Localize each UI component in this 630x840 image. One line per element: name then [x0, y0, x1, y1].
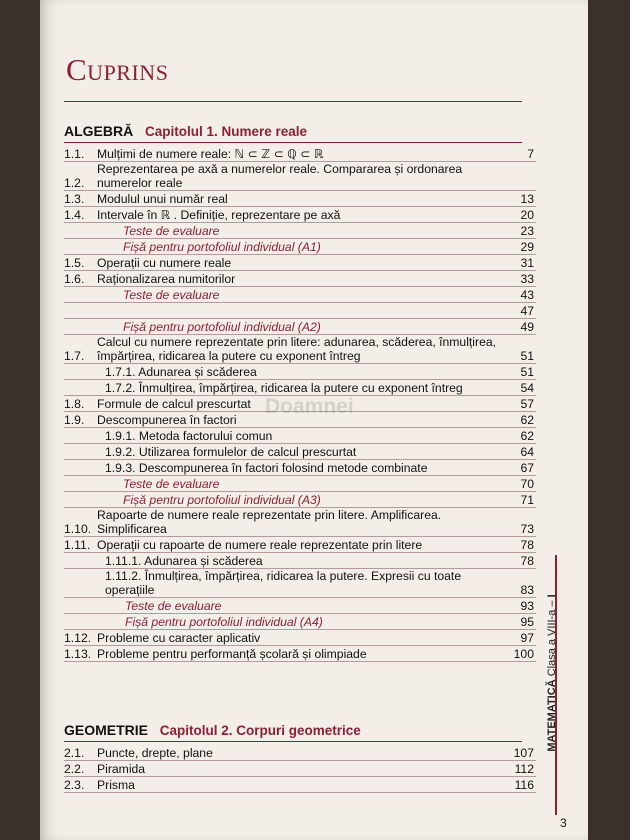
toc-entry-number: 1.2.	[64, 176, 85, 190]
toc-entry-title: Puncte, drepte, plane	[97, 746, 213, 760]
toc-entry-title: Operații cu numere reale	[97, 256, 232, 270]
toc-entry	[64, 537, 536, 553]
toc-entry-title: Probleme cu caracter aplicativ	[97, 631, 261, 645]
toc-entry-page: 100	[513, 647, 534, 661]
toc-entry-number: 1.7.	[64, 349, 85, 363]
toc-entry-page: 51	[520, 365, 534, 379]
spine-part: I	[546, 594, 558, 598]
geometry-area-label: GEOMETRIE	[64, 722, 149, 738]
toc-entry-page: 47	[520, 304, 534, 318]
toc-entry	[64, 428, 536, 444]
toc-entry-number: 1.8.	[64, 397, 85, 411]
toc-entry	[64, 146, 536, 162]
toc-entry-title: Descompunerea în factori	[97, 413, 237, 427]
toc-entry-number: 1.12.	[64, 631, 92, 645]
geometry-heading	[64, 722, 361, 738]
toc-entry-title: 1.9.1. Metoda factorului comun	[105, 429, 273, 443]
toc-entry-number: 1.11.	[64, 538, 91, 552]
toc-entry-page: 97	[520, 631, 534, 645]
toc-entry-page: 73	[520, 522, 534, 536]
spine-label: MATEMATICĂ Clasa a VIII-a – I	[546, 594, 558, 752]
toc-entry-title: Fișă pentru portofoliul individual (A1)	[123, 240, 321, 254]
toc-entry-title: 1.7.2. Înmulțirea, împărțirea, ridicarea la putere cu exponent întreg	[105, 381, 463, 395]
toc-entry-title: Fișă pentru portofoliul individual (A4)	[125, 615, 323, 629]
toc-entry-page: 83	[520, 583, 534, 597]
toc-entry-number: 2.3.	[64, 778, 85, 792]
toc-entry-number: 2.1.	[64, 746, 85, 760]
toc-entry	[64, 239, 536, 255]
toc-entry	[64, 444, 536, 460]
toc-entry-page: 95	[520, 615, 534, 629]
toc-entry	[64, 553, 536, 569]
toc-entry	[64, 335, 536, 364]
toc-entry-title: Fișă pentru portofoliul individual (A2)	[123, 320, 321, 334]
toc-entry	[64, 364, 536, 380]
toc-entry-page: 20	[520, 208, 534, 222]
toc-entry	[64, 646, 536, 662]
toc-entry-page: 54	[520, 381, 534, 395]
toc-entry	[64, 207, 536, 223]
geometry-divider	[64, 741, 522, 742]
toc-entry-title: Piramida	[97, 762, 146, 776]
toc-entry-number: 1.3.	[64, 192, 85, 206]
title-divider	[64, 101, 522, 102]
toc-entry	[64, 598, 536, 614]
toc-entry-page: 7	[527, 147, 534, 161]
toc-entry-title: Formule de calcul prescurtat	[97, 397, 251, 411]
toc-entry-number: 1.13.	[64, 647, 92, 661]
toc-entry-page: 13	[520, 192, 534, 206]
page-number: 3	[560, 816, 567, 830]
toc-entry	[64, 745, 536, 761]
toc-entry-page: 64	[520, 445, 534, 459]
toc-entry	[64, 223, 536, 239]
toc-entry-number: 1.4.	[64, 208, 85, 222]
toc-entry	[64, 777, 536, 793]
toc-entry	[64, 630, 536, 646]
toc-entry-page: 70	[520, 477, 534, 491]
toc-entry	[64, 761, 536, 777]
toc-entry-title: Calcul cu numere reprezentate prin litere: adunarea, scăderea, înmulțirea, împărțirea, ridicarea la putere cu exponent întreg	[97, 335, 497, 363]
geometry-chapter-title: Capitolul 2. Corpuri geometrice	[159, 723, 361, 738]
spine-grade: Clasa a VIII-a	[546, 609, 558, 677]
page-title: Cuprins	[66, 52, 169, 87]
toc-entry-page: 62	[520, 413, 534, 427]
toc-entry-page: 31	[520, 256, 534, 270]
toc-entry-page: 93	[520, 599, 534, 613]
algebra-heading	[64, 123, 307, 139]
toc-entry-page: 112	[514, 762, 534, 776]
toc-entry	[64, 614, 536, 630]
toc-entry-title: Rapoarte de numere reale reprezentate prin litere. Amplificarea. Simplificarea	[97, 508, 442, 536]
toc-entry-page: 78	[520, 538, 534, 552]
toc-entry-page: 57	[520, 397, 534, 411]
toc-entry	[64, 162, 536, 191]
geometry-toc	[64, 745, 536, 793]
toc-entry-number: 1.5.	[64, 256, 85, 270]
toc-entry-title: 1.7.1. Adunarea și scăderea	[105, 365, 257, 379]
toc-entry-title: Mulțimi de numere reale: ℕ ⊂ ℤ ⊂ ℚ ⊂ ℝ	[97, 147, 324, 161]
toc-entry	[64, 569, 536, 598]
toc-entry-title: Teste de evaluare	[123, 477, 220, 491]
toc-entry-title: 1.9.2. Utilizarea formulelor de calcul prescurtat	[105, 445, 357, 459]
toc-entry-title: Teste de evaluare	[123, 288, 220, 302]
toc-entry-page: 71	[520, 493, 534, 507]
toc-entry-page: 43	[520, 288, 534, 302]
toc-entry	[64, 255, 536, 271]
toc-entry-title: Teste de evaluare	[123, 224, 220, 238]
toc-entry-page: 49	[520, 320, 534, 334]
watermark: Doamnei	[265, 395, 354, 418]
algebra-chapter-title: Capitolul 1. Numere reale	[145, 124, 308, 139]
toc-entry-page: 78	[520, 554, 534, 568]
toc-entry-number: 1.9.	[64, 413, 85, 427]
toc-entry-page: 67	[520, 461, 534, 475]
spine-subject: MATEMATICĂ	[546, 679, 558, 752]
toc-entry-number: 1.6.	[64, 272, 85, 286]
toc-entry	[64, 319, 536, 335]
toc-entry-title: 1.11.2. Înmulțirea, împărțirea, ridicarea la putere. Expresii cu toate operațiile	[105, 569, 462, 597]
algebra-area-label: ALGEBRĂ	[64, 123, 134, 139]
toc-entry	[64, 271, 536, 287]
toc-entry-title: Intervale în ℝ . Definiție, reprezentare pe axă	[97, 208, 341, 222]
toc-entry-title: 1.9.3. Descompunerea în factori folosind metode combinate	[105, 461, 428, 475]
algebra-divider	[64, 142, 522, 143]
toc-entry	[64, 492, 536, 508]
toc-entry-page: 29	[520, 240, 534, 254]
toc-entry	[64, 303, 536, 319]
toc-entry-page: 116	[514, 778, 534, 792]
toc-entry-title: Modulul unui număr real	[97, 192, 228, 206]
toc-entry-title: Probleme pentru performanță școlară și olimpiade	[97, 647, 367, 661]
toc-entry	[64, 287, 536, 303]
toc-entry	[64, 191, 536, 207]
toc-entry-number: 1.10.	[64, 522, 92, 536]
toc-entry-number: 1.1.	[64, 147, 85, 161]
toc-entry-number: 2.2.	[64, 762, 85, 776]
toc-entry-page: 62	[520, 429, 534, 443]
toc-entry-title: Prisma	[97, 778, 135, 792]
toc-entry-page: 107	[513, 746, 534, 760]
toc-entry	[64, 380, 536, 396]
toc-entry-page: 33	[520, 272, 534, 286]
toc-entry-title: Raționalizarea numitorilor	[97, 272, 236, 286]
toc-entry-title: Teste de evaluare	[125, 599, 222, 613]
toc-entry-page: 23	[520, 224, 534, 238]
toc-entry	[64, 508, 536, 537]
toc-entry-title: Operații cu rapoarte de numere reale reprezentate prin litere	[97, 538, 423, 552]
toc-entry-title: 1.11.1. Adunarea și scăderea	[105, 554, 263, 568]
toc-entry	[64, 476, 536, 492]
toc-entry-page: 51	[520, 349, 534, 363]
toc-entry	[64, 460, 536, 476]
toc-entry-title: Fișă pentru portofoliul individual (A3)	[123, 493, 321, 507]
toc-entry-title: Reprezentarea pe axă a numerelor reale. Compararea și ordonarea numerelor reale	[97, 162, 463, 190]
